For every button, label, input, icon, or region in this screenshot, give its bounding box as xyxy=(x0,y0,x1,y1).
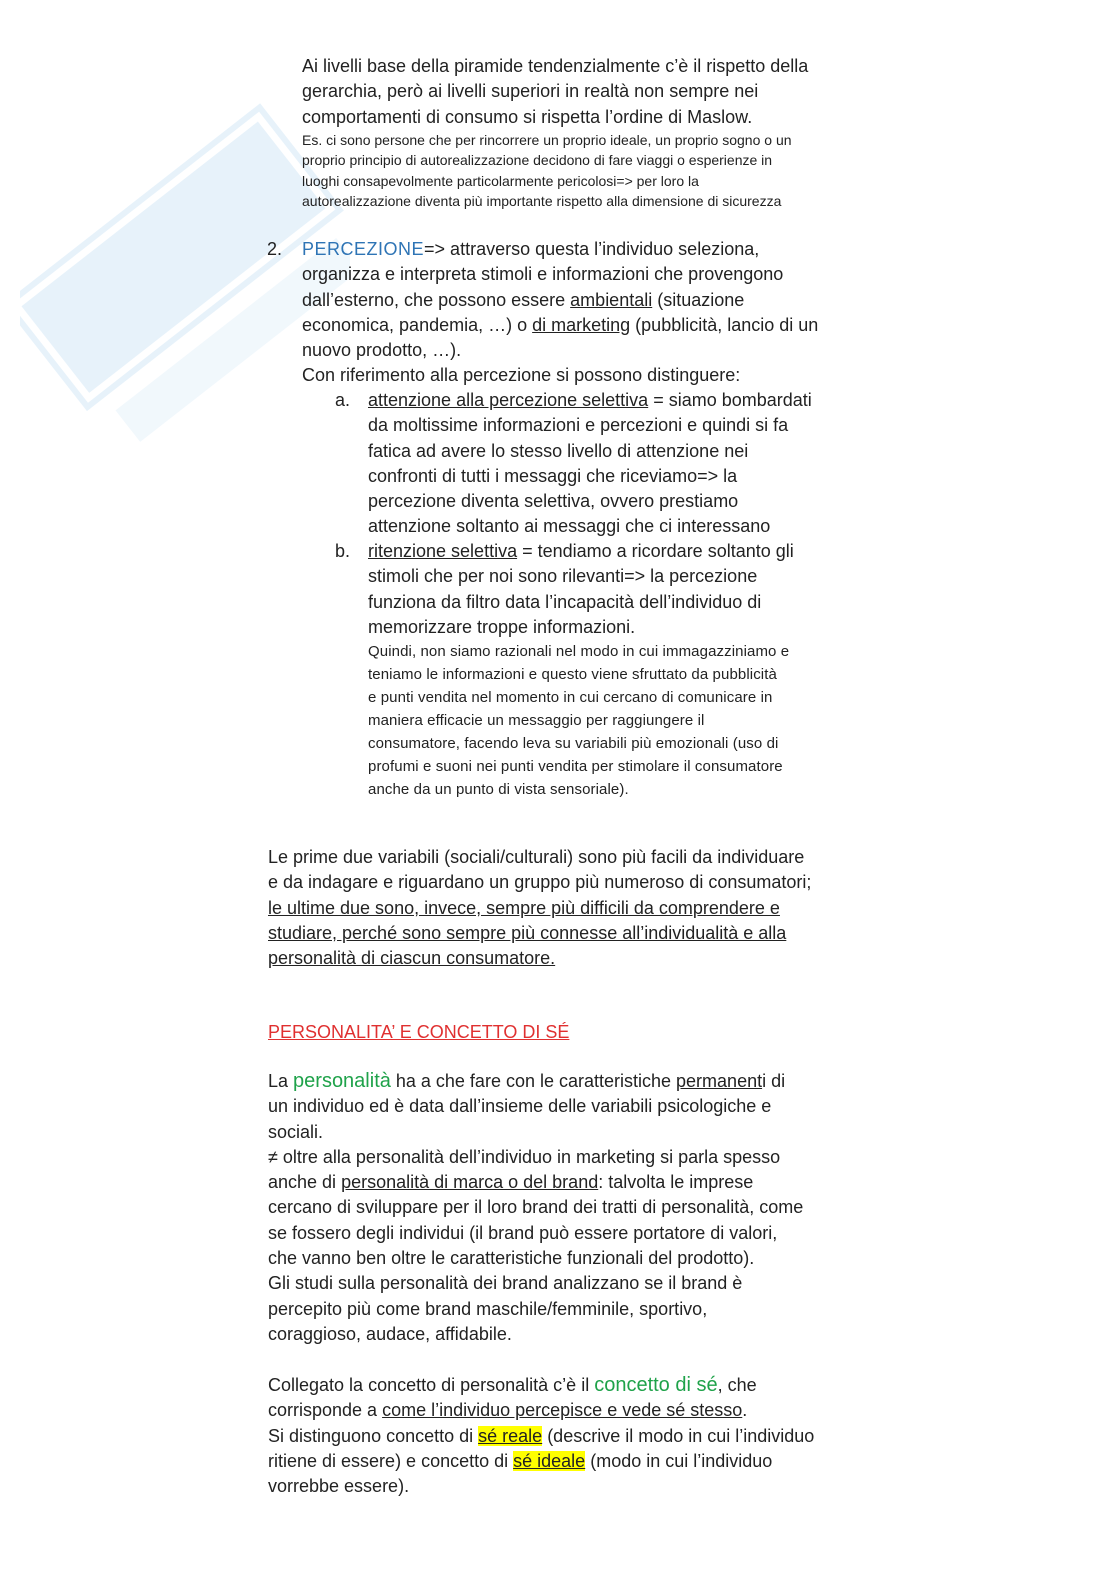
sublist-label-b: b. xyxy=(335,541,351,561)
maslow-line-2: gerarchia, però ai livelli superiori in realtà non sempre nei xyxy=(302,81,759,102)
attenzione-term: attenzione alla percezione selettiva xyxy=(368,390,649,410)
ritenzione-term: ritenzione selettiva xyxy=(368,541,518,561)
percezione-paragraph xyxy=(302,237,862,389)
percezione-line-2: organizza e interpreta stimoli e informazioni che provengono xyxy=(302,264,784,285)
personalita-line-1a: La xyxy=(268,1071,294,1091)
percezione-line-3a: dall’esterno, che possono essere xyxy=(302,289,571,310)
maslow-line-1: Ai livelli base della piramide tendenzialmente c’è il rispetto della xyxy=(302,56,809,76)
subitem-b-line-4: memorizzare troppe informazioni. xyxy=(368,616,636,637)
maslow-example-line-4: autorealizzazione diventa più importante rispetto alla dimensione di sicurezza xyxy=(302,193,782,210)
personalita-term: personalità xyxy=(293,1070,391,1092)
personalita-line-10: percepito più come brand maschile/femminile, sportivo, xyxy=(268,1298,708,1319)
permanent-term: permanent xyxy=(676,1071,763,1091)
maslow-line-3: comportamenti di consumo si rispetta l’ordine di Maslow. xyxy=(302,106,753,127)
subitem-a-line-1: = siamo bombardati xyxy=(648,390,812,410)
subitem-a-line-2: da moltissime informazioni e percezioni e quindi si fa xyxy=(368,415,789,436)
concetto-line-4a: ritiene di essere) e concetto di xyxy=(268,1450,514,1471)
personalita-paragraph xyxy=(268,1069,848,1347)
subitem-b-line-2: stimoli che per noi sono rilevanti=> la percezione xyxy=(368,566,758,587)
percezione-se-term: come l’individuo percepisce e vede sé stesso xyxy=(382,1400,743,1421)
personalita-line-5b: : talvolta le imprese xyxy=(598,1172,754,1193)
variabili-underlined-3: personalità di ciascun consumatore. xyxy=(268,948,556,969)
percezione-line-6: Con riferimento alla percezione si possono distinguere: xyxy=(302,365,741,386)
sublist-label-a: a. xyxy=(335,390,351,410)
personalita-line-1c: i di xyxy=(762,1071,786,1091)
subitem-b-note-6: profumi e suoni nei punti vendita per stimolare il consumatore xyxy=(368,758,783,776)
subitem-b xyxy=(368,539,858,801)
skuola-watermark-logo xyxy=(20,40,350,520)
concetto-line-3a: Si distinguono concetto di xyxy=(268,1425,479,1446)
variabili-underlined-1: le ultime due sono, invece, sempre più difficili da comprendere e xyxy=(268,897,780,918)
subitem-b-line-1: = tendiamo a ricordare soltanto gli xyxy=(517,541,794,561)
variabili-line-2: e da indagare e riguardano un gruppo più numeroso di consumatori; xyxy=(268,872,812,893)
section-heading: PERSONALITA’ E CONCETTO DI SÉ xyxy=(268,1022,570,1042)
variabili-line-1: Le prime due variabili (sociali/culturali) sono più facili da individuare xyxy=(268,847,805,867)
concetto-line-2a: corrisponde a xyxy=(268,1400,383,1421)
se-ideale-highlight: sé ideale xyxy=(513,1450,586,1471)
personalita-line-2: un individuo ed è data dall’insieme delle variabili psicologiche e xyxy=(268,1096,772,1117)
percezione-line-5: nuovo prodotto, …). xyxy=(302,340,462,361)
subitem-b-note-3: e punti vendita nel momento in cui cercano di comunicare in xyxy=(368,689,773,707)
personalita-line-9: Gli studi sulla personalità dei brand analizzano se il brand è xyxy=(268,1273,743,1294)
percezione-title: PERCEZIONE xyxy=(302,239,425,259)
subitem-a-line-6: attenzione soltanto ai messaggi che ci interessano xyxy=(368,516,771,537)
maslow-paragraph xyxy=(302,54,862,212)
subitem-a-line-5: percezione diventa selettiva, ovvero prestiamo xyxy=(368,491,739,512)
personalita-line-8: che vanno ben oltre le caratteristiche funzionali del prodotto). xyxy=(268,1248,755,1269)
concetto-di-se-term: concetto di sé xyxy=(594,1374,718,1396)
percezione-line-4a: economica, pandemia, …) o xyxy=(302,314,533,335)
maslow-example-line-2: proprio principio di autorealizzazione decidono di fare viaggi o esperienze in xyxy=(302,152,773,169)
personalita-line-6: cercano di sviluppare per il loro brand dei tratti di personalità, come xyxy=(268,1197,804,1218)
percezione-line-1: => attraverso questa l’individuo seleziona, xyxy=(424,239,760,259)
variabili-underlined-2: studiare, perché sono sempre più connesse all’individualità e alla xyxy=(268,922,787,943)
subitem-b-note-4: maniera efficacie un messaggio per raggiungere il xyxy=(368,712,705,730)
concetto-line-2b: . xyxy=(742,1400,748,1421)
marketing-term: di marketing xyxy=(532,314,631,335)
maslow-example-line-1: Es. ci sono persone che per rincorrere un proprio ideale, un proprio sogno o un xyxy=(302,131,792,148)
concetto-line-1a: Collegato la concetto di personalità c’è il xyxy=(268,1375,595,1395)
subitem-a-line-3: fatica ad avere lo stesso livello di attenzione nei xyxy=(368,440,749,461)
concetto-line-5: vorrebbe essere). xyxy=(268,1476,410,1497)
subitem-b-note-7: anche da un punto di vista sensoriale). xyxy=(368,781,629,799)
personalita-line-11: coraggioso, audace, affidabile. xyxy=(268,1323,512,1344)
brand-personality-term: personalità di marca o del brand xyxy=(341,1172,599,1193)
personalita-line-4: ≠ oltre alla personalità dell’individuo in marketing si parla spesso xyxy=(268,1146,781,1167)
list-number-2: 2. xyxy=(267,239,283,259)
se-reale-highlight: sé reale xyxy=(478,1425,543,1446)
variabili-paragraph xyxy=(268,845,848,971)
percezione-line-3b: (situazione xyxy=(652,289,745,310)
concetto-line-1b: , che xyxy=(717,1375,757,1395)
subitem-b-note-5: consumatore, facendo leva su variabili più emozionali (uso di xyxy=(368,735,779,753)
personalita-line-3: sociali. xyxy=(268,1121,324,1142)
subitem-a xyxy=(368,388,848,540)
subitem-a-line-4: confronti di tutti i messaggi che riceviamo=> la xyxy=(368,465,738,486)
subitem-b-note-1: Quindi, non siamo razionali nel modo in cui immagazziniamo e xyxy=(368,643,790,661)
subitem-b-note-2: teniamo le informazioni e questo viene sfruttato da pubblicità xyxy=(368,666,777,684)
personalita-line-1b: ha a che fare con le caratteristiche xyxy=(390,1071,677,1091)
maslow-example-line-3: luoghi consapevolmente particolarmente pericolosi=> per loro la xyxy=(302,172,699,189)
personalita-line-7: se fossero degli individui (il brand può essere portatore di valori, xyxy=(268,1222,778,1243)
concetto-line-3b: (descrive il modo in cui l’individuo xyxy=(542,1425,815,1446)
section-heading-wrapper xyxy=(268,1020,569,1045)
personalita-line-5a: anche di xyxy=(268,1172,342,1193)
subitem-b-line-3: funziona da filtro data l’incapacità dell’individuo di xyxy=(368,591,762,612)
ambientali-term: ambientali xyxy=(570,289,653,310)
concetto-paragraph xyxy=(268,1373,848,1499)
concetto-line-4b: (modo in cui l’individuo xyxy=(585,1450,773,1471)
percezione-line-4b: (pubblicità, lancio di un xyxy=(630,314,819,335)
